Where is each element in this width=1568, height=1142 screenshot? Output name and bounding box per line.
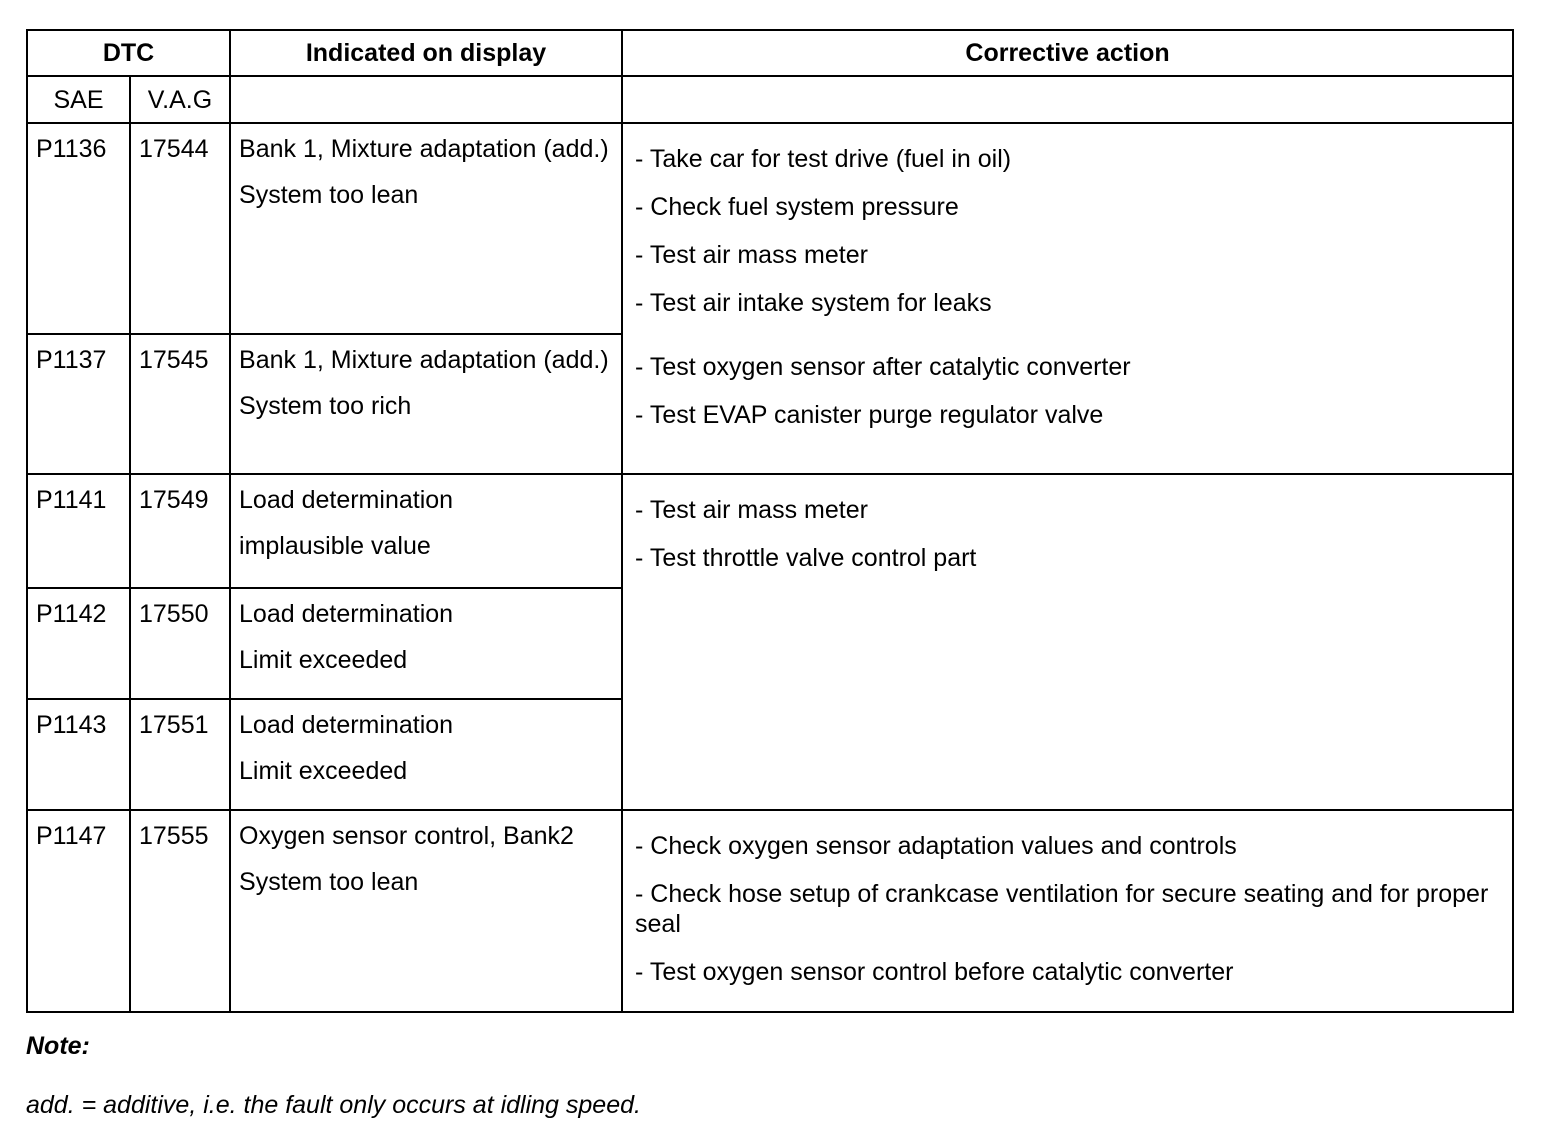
display-line-2: System too lean — [239, 181, 419, 209]
action-item: - Test oxygen sensor after catalytic converter — [635, 353, 1131, 381]
sae-code: P1147 — [27, 810, 130, 1012]
header-corrective-action: Corrective action — [622, 30, 1513, 76]
sae-code: P1143 — [27, 699, 130, 810]
action-item: - Take car for test drive (fuel in oil) — [635, 145, 1012, 173]
note-text: add. = additive, i.e. the fault only occurs at idling speed. — [26, 1091, 641, 1119]
table-header-row — [27, 30, 1513, 76]
display-text — [230, 588, 622, 699]
action-item: - Test air intake system for leaks — [635, 289, 992, 317]
display-line-2: System too rich — [239, 392, 412, 420]
sae-code: P1141 — [27, 474, 130, 588]
subheader-empty-display — [230, 76, 622, 123]
vag-code: 17545 — [130, 334, 230, 474]
note-label: Note: — [26, 1032, 90, 1060]
vag-code: 17544 — [130, 123, 230, 334]
header-dtc: DTC — [27, 30, 230, 76]
sae-code: P1142 — [27, 588, 130, 699]
display-line-1: Load determination — [239, 486, 454, 514]
display-text — [230, 810, 622, 1012]
display-line-2: Limit exceeded — [239, 757, 408, 785]
display-line-1: Load determination — [239, 711, 454, 739]
action-item: - Test throttle valve control part — [635, 544, 977, 572]
subheader-vag: V.A.G — [130, 76, 230, 123]
subheader-empty-action — [622, 76, 1513, 123]
corrective-action-group-3 — [622, 810, 1513, 1012]
display-text — [230, 334, 622, 474]
display-text — [230, 123, 622, 334]
display-line-2: System too lean — [239, 868, 419, 896]
header-indicated-on-display: Indicated on display — [230, 30, 622, 76]
display-line-1: Load determination — [239, 600, 454, 628]
display-line-1: Bank 1, Mixture adaptation (add.) — [239, 135, 609, 163]
subheader-sae: SAE — [27, 76, 130, 123]
table-row — [27, 810, 1513, 1012]
corrective-action-group-1 — [622, 123, 1513, 474]
corrective-action-group-2 — [622, 474, 1513, 810]
vag-code: 17551 — [130, 699, 230, 810]
dtc-table — [26, 29, 1514, 1013]
action-item: - Test air mass meter — [635, 241, 868, 269]
table-row — [27, 123, 1513, 334]
action-item: - Test EVAP canister purge regulator valve — [635, 401, 1104, 429]
display-text — [230, 699, 622, 810]
sae-code: P1136 — [27, 123, 130, 334]
action-item: - Check hose setup of crankcase ventilation for secure seating and for proper seal — [635, 880, 1489, 938]
table-subheader-row — [27, 76, 1513, 123]
action-item: - Test oxygen sensor control before catalytic converter — [635, 958, 1234, 986]
sae-code: P1137 — [27, 334, 130, 474]
vag-code: 17555 — [130, 810, 230, 1012]
action-item: - Check oxygen sensor adaptation values and controls — [635, 832, 1237, 860]
action-item: - Test air mass meter — [635, 496, 868, 524]
action-item: - Check fuel system pressure — [635, 193, 959, 221]
vag-code: 17550 — [130, 588, 230, 699]
display-line-2: implausible value — [239, 532, 431, 560]
display-line-1: Bank 1, Mixture adaptation (add.) — [239, 346, 609, 374]
display-text — [230, 474, 622, 588]
table-row — [27, 474, 1513, 588]
vag-code: 17549 — [130, 474, 230, 588]
display-line-2: Limit exceeded — [239, 646, 408, 674]
display-line-1: Oxygen sensor control, Bank2 — [239, 822, 574, 850]
